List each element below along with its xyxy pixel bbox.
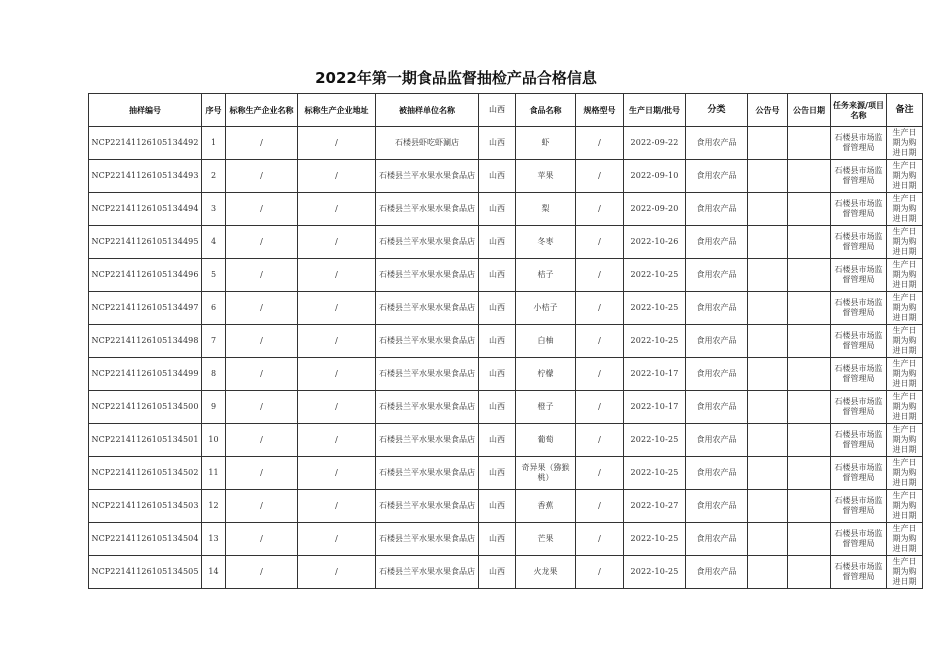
cell-seq: 10 [202, 424, 226, 457]
table-row [89, 193, 923, 226]
cell-notice-no [748, 358, 788, 391]
cell-seq: 9 [202, 391, 226, 424]
cell-food-name: 白柚 [516, 325, 576, 358]
cell-date: 2022-10-25 [624, 424, 686, 457]
cell-sampled-unit: 石楼县兰平水果水果食品店 [376, 193, 479, 226]
header-category: 分类 [686, 94, 748, 127]
cell-sample-no: NCP22141126105134497 [89, 292, 202, 325]
cell-sample-no: NCP22141126105134493 [89, 160, 202, 193]
cell-food-name: 冬枣 [516, 226, 576, 259]
cell-sampled-unit: 石楼县虾吃虾涮店 [376, 127, 479, 160]
cell-province: 山西 [479, 358, 516, 391]
cell-notice-no [748, 556, 788, 589]
cell-province: 山西 [479, 391, 516, 424]
cell-date: 2022-10-27 [624, 490, 686, 523]
cell-sample-no: NCP22141126105134499 [89, 358, 202, 391]
cell-notice-no [748, 457, 788, 490]
cell-notice-no [748, 259, 788, 292]
cell-food-name: 柠檬 [516, 358, 576, 391]
cell-food-name: 香蕉 [516, 490, 576, 523]
cell-task-source: 石楼县市场监督管理局 [831, 358, 887, 391]
cell-date: 2022-10-25 [624, 325, 686, 358]
cell-sampled-unit: 石楼县兰平水果水果食品店 [376, 226, 479, 259]
cell-maker-name: / [226, 358, 298, 391]
cell-maker-addr: / [298, 391, 376, 424]
cell-task-source: 石楼县市场监督管理局 [831, 160, 887, 193]
cell-remark: 生产日期为购进日期 [887, 259, 923, 292]
cell-notice-date [788, 292, 831, 325]
cell-province: 山西 [479, 490, 516, 523]
cell-notice-no [748, 193, 788, 226]
cell-food-name: 橙子 [516, 391, 576, 424]
cell-sample-no: NCP22141126105134500 [89, 391, 202, 424]
cell-maker-addr: / [298, 259, 376, 292]
cell-sampled-unit: 石楼县兰平水果水果食品店 [376, 556, 479, 589]
cell-remark: 生产日期为购进日期 [887, 391, 923, 424]
table-row [89, 523, 923, 556]
cell-notice-date [788, 127, 831, 160]
cell-maker-name: / [226, 424, 298, 457]
cell-date: 2022-10-25 [624, 292, 686, 325]
cell-notice-date [788, 259, 831, 292]
cell-notice-date [788, 556, 831, 589]
cell-category: 食用农产品 [686, 193, 748, 226]
header-notice-no: 公告号 [748, 94, 788, 127]
cell-notice-no [748, 226, 788, 259]
table-row [89, 325, 923, 358]
cell-sample-no: NCP22141126105134503 [89, 490, 202, 523]
header-task-source: 任务来源/项目名称 [831, 94, 887, 127]
cell-maker-addr: / [298, 325, 376, 358]
table-row [89, 127, 923, 160]
cell-date: 2022-09-10 [624, 160, 686, 193]
cell-seq: 7 [202, 325, 226, 358]
cell-notice-date [788, 160, 831, 193]
cell-task-source: 石楼县市场监督管理局 [831, 391, 887, 424]
cell-sample-no: NCP22141126105134505 [89, 556, 202, 589]
cell-sample-no: NCP22141126105134498 [89, 325, 202, 358]
cell-province: 山西 [479, 193, 516, 226]
cell-sample-no: NCP22141126105134494 [89, 193, 202, 226]
cell-date: 2022-10-25 [624, 556, 686, 589]
cell-spec: / [576, 193, 624, 226]
cell-food-name: 桔子 [516, 259, 576, 292]
cell-notice-date [788, 523, 831, 556]
cell-notice-no [748, 424, 788, 457]
cell-food-name: 梨 [516, 193, 576, 226]
cell-remark: 生产日期为购进日期 [887, 160, 923, 193]
cell-spec: / [576, 523, 624, 556]
table-row [89, 358, 923, 391]
cell-food-name: 奇异果（猕猴桃） [516, 457, 576, 490]
cell-province: 山西 [479, 226, 516, 259]
cell-maker-name: / [226, 556, 298, 589]
cell-seq: 8 [202, 358, 226, 391]
cell-seq: 3 [202, 193, 226, 226]
cell-sampled-unit: 石楼县兰平水果水果食品店 [376, 490, 479, 523]
cell-category: 食用农产品 [686, 358, 748, 391]
cell-spec: / [576, 556, 624, 589]
cell-maker-name: / [226, 193, 298, 226]
table-row [89, 424, 923, 457]
cell-remark: 生产日期为购进日期 [887, 226, 923, 259]
cell-task-source: 石楼县市场监督管理局 [831, 490, 887, 523]
cell-seq: 5 [202, 259, 226, 292]
cell-maker-addr: / [298, 358, 376, 391]
cell-task-source: 石楼县市场监督管理局 [831, 292, 887, 325]
cell-task-source: 石楼县市场监督管理局 [831, 127, 887, 160]
cell-maker-addr: / [298, 424, 376, 457]
cell-maker-name: / [226, 292, 298, 325]
cell-notice-date [788, 391, 831, 424]
cell-sampled-unit: 石楼县兰平水果水果食品店 [376, 292, 479, 325]
cell-maker-name: / [226, 391, 298, 424]
cell-maker-addr: / [298, 556, 376, 589]
cell-notice-date [788, 325, 831, 358]
cell-maker-name: / [226, 490, 298, 523]
table-row [89, 556, 923, 589]
cell-notice-no [748, 160, 788, 193]
cell-category: 食用农产品 [686, 292, 748, 325]
cell-spec: / [576, 292, 624, 325]
cell-sampled-unit: 石楼县兰平水果水果食品店 [376, 160, 479, 193]
cell-province: 山西 [479, 424, 516, 457]
cell-date: 2022-10-26 [624, 226, 686, 259]
cell-maker-addr: / [298, 226, 376, 259]
cell-spec: / [576, 391, 624, 424]
cell-province: 山西 [479, 523, 516, 556]
cell-category: 食用农产品 [686, 490, 748, 523]
cell-maker-name: / [226, 325, 298, 358]
header-spec: 规格型号 [576, 94, 624, 127]
cell-sample-no: NCP22141126105134504 [89, 523, 202, 556]
cell-maker-name: / [226, 259, 298, 292]
header-date: 生产日期/批号 [624, 94, 686, 127]
cell-sample-no: NCP22141126105134495 [89, 226, 202, 259]
cell-spec: / [576, 325, 624, 358]
cell-notice-date [788, 358, 831, 391]
cell-remark: 生产日期为购进日期 [887, 424, 923, 457]
cell-spec: / [576, 457, 624, 490]
cell-province: 山西 [479, 325, 516, 358]
cell-date: 2022-09-22 [624, 127, 686, 160]
page-title: 2022年第一期食品监督抽检产品合格信息 [315, 69, 597, 87]
table-row [89, 292, 923, 325]
header-remark: 备注 [887, 94, 923, 127]
cell-spec: / [576, 490, 624, 523]
cell-province: 山西 [479, 457, 516, 490]
header-maker-addr: 标称生产企业地址 [298, 94, 376, 127]
cell-spec: / [576, 127, 624, 160]
cell-notice-date [788, 226, 831, 259]
cell-maker-name: / [226, 457, 298, 490]
cell-seq: 1 [202, 127, 226, 160]
cell-maker-addr: / [298, 523, 376, 556]
cell-date: 2022-09-20 [624, 193, 686, 226]
cell-task-source: 石楼县市场监督管理局 [831, 193, 887, 226]
cell-sample-no: NCP22141126105134492 [89, 127, 202, 160]
cell-notice-no [748, 523, 788, 556]
cell-sampled-unit: 石楼县兰平水果水果食品店 [376, 424, 479, 457]
cell-notice-no [748, 127, 788, 160]
cell-maker-name: / [226, 160, 298, 193]
cell-notice-no [748, 490, 788, 523]
cell-food-name: 小桔子 [516, 292, 576, 325]
cell-maker-addr: / [298, 490, 376, 523]
table-row [89, 391, 923, 424]
cell-date: 2022-10-17 [624, 358, 686, 391]
cell-seq: 12 [202, 490, 226, 523]
cell-spec: / [576, 259, 624, 292]
cell-notice-date [788, 457, 831, 490]
cell-category: 食用农产品 [686, 259, 748, 292]
cell-maker-addr: / [298, 193, 376, 226]
cell-sampled-unit: 石楼县兰平水果水果食品店 [376, 457, 479, 490]
cell-notice-no [748, 391, 788, 424]
cell-province: 山西 [479, 127, 516, 160]
cell-spec: / [576, 160, 624, 193]
cell-sampled-unit: 石楼县兰平水果水果食品店 [376, 358, 479, 391]
header-maker-name: 标称生产企业名称 [226, 94, 298, 127]
cell-notice-no [748, 325, 788, 358]
header-sampled-unit: 被抽样单位名称 [376, 94, 479, 127]
cell-task-source: 石楼县市场监督管理局 [831, 424, 887, 457]
cell-task-source: 石楼县市场监督管理局 [831, 556, 887, 589]
cell-remark: 生产日期为购进日期 [887, 490, 923, 523]
cell-maker-name: / [226, 226, 298, 259]
cell-seq: 4 [202, 226, 226, 259]
header-seq: 序号 [202, 94, 226, 127]
cell-category: 食用农产品 [686, 556, 748, 589]
cell-date: 2022-10-25 [624, 457, 686, 490]
cell-sample-no: NCP22141126105134496 [89, 259, 202, 292]
cell-sample-no: NCP22141126105134501 [89, 424, 202, 457]
cell-category: 食用农产品 [686, 226, 748, 259]
cell-sampled-unit: 石楼县兰平水果水果食品店 [376, 325, 479, 358]
cell-task-source: 石楼县市场监督管理局 [831, 325, 887, 358]
cell-category: 食用农产品 [686, 523, 748, 556]
cell-sampled-unit: 石楼县兰平水果水果食品店 [376, 259, 479, 292]
cell-spec: / [576, 226, 624, 259]
cell-task-source: 石楼县市场监督管理局 [831, 226, 887, 259]
cell-seq: 11 [202, 457, 226, 490]
cell-task-source: 石楼县市场监督管理局 [831, 523, 887, 556]
cell-date: 2022-10-25 [624, 523, 686, 556]
table-row [89, 160, 923, 193]
cell-seq: 6 [202, 292, 226, 325]
cell-sampled-unit: 石楼县兰平水果水果食品店 [376, 523, 479, 556]
cell-remark: 生产日期为购进日期 [887, 358, 923, 391]
cell-remark: 生产日期为购进日期 [887, 325, 923, 358]
header-notice-date: 公告日期 [788, 94, 831, 127]
cell-maker-addr: / [298, 160, 376, 193]
cell-notice-date [788, 193, 831, 226]
header-province: 山西 [479, 94, 516, 127]
cell-sample-no: NCP22141126105134502 [89, 457, 202, 490]
cell-date: 2022-10-25 [624, 259, 686, 292]
cell-notice-date [788, 424, 831, 457]
results-table [88, 93, 923, 589]
cell-food-name: 虾 [516, 127, 576, 160]
cell-maker-addr: / [298, 292, 376, 325]
cell-province: 山西 [479, 160, 516, 193]
cell-category: 食用农产品 [686, 127, 748, 160]
table-row [89, 490, 923, 523]
cell-task-source: 石楼县市场监督管理局 [831, 457, 887, 490]
cell-remark: 生产日期为购进日期 [887, 457, 923, 490]
cell-date: 2022-10-17 [624, 391, 686, 424]
cell-category: 食用农产品 [686, 391, 748, 424]
cell-food-name: 芒果 [516, 523, 576, 556]
cell-seq: 14 [202, 556, 226, 589]
cell-seq: 2 [202, 160, 226, 193]
cell-food-name: 苹果 [516, 160, 576, 193]
cell-food-name: 葡萄 [516, 424, 576, 457]
cell-remark: 生产日期为购进日期 [887, 523, 923, 556]
cell-maker-addr: / [298, 457, 376, 490]
cell-maker-addr: / [298, 127, 376, 160]
header-food-name: 食品名称 [516, 94, 576, 127]
header-row [89, 94, 923, 127]
cell-spec: / [576, 358, 624, 391]
cell-remark: 生产日期为购进日期 [887, 556, 923, 589]
cell-sampled-unit: 石楼县兰平水果水果食品店 [376, 391, 479, 424]
cell-category: 食用农产品 [686, 424, 748, 457]
cell-category: 食用农产品 [686, 325, 748, 358]
table-row [89, 457, 923, 490]
cell-category: 食用农产品 [686, 160, 748, 193]
cell-province: 山西 [479, 292, 516, 325]
cell-notice-date [788, 490, 831, 523]
cell-province: 山西 [479, 259, 516, 292]
table-row [89, 259, 923, 292]
cell-notice-no [748, 292, 788, 325]
header-sample-no: 抽样编号 [89, 94, 202, 127]
cell-task-source: 石楼县市场监督管理局 [831, 259, 887, 292]
cell-seq: 13 [202, 523, 226, 556]
cell-food-name: 火龙果 [516, 556, 576, 589]
cell-remark: 生产日期为购进日期 [887, 127, 923, 160]
cell-category: 食用农产品 [686, 457, 748, 490]
cell-spec: / [576, 424, 624, 457]
cell-maker-name: / [226, 127, 298, 160]
table-row [89, 226, 923, 259]
cell-province: 山西 [479, 556, 516, 589]
cell-remark: 生产日期为购进日期 [887, 193, 923, 226]
cell-remark: 生产日期为购进日期 [887, 292, 923, 325]
cell-maker-name: / [226, 523, 298, 556]
